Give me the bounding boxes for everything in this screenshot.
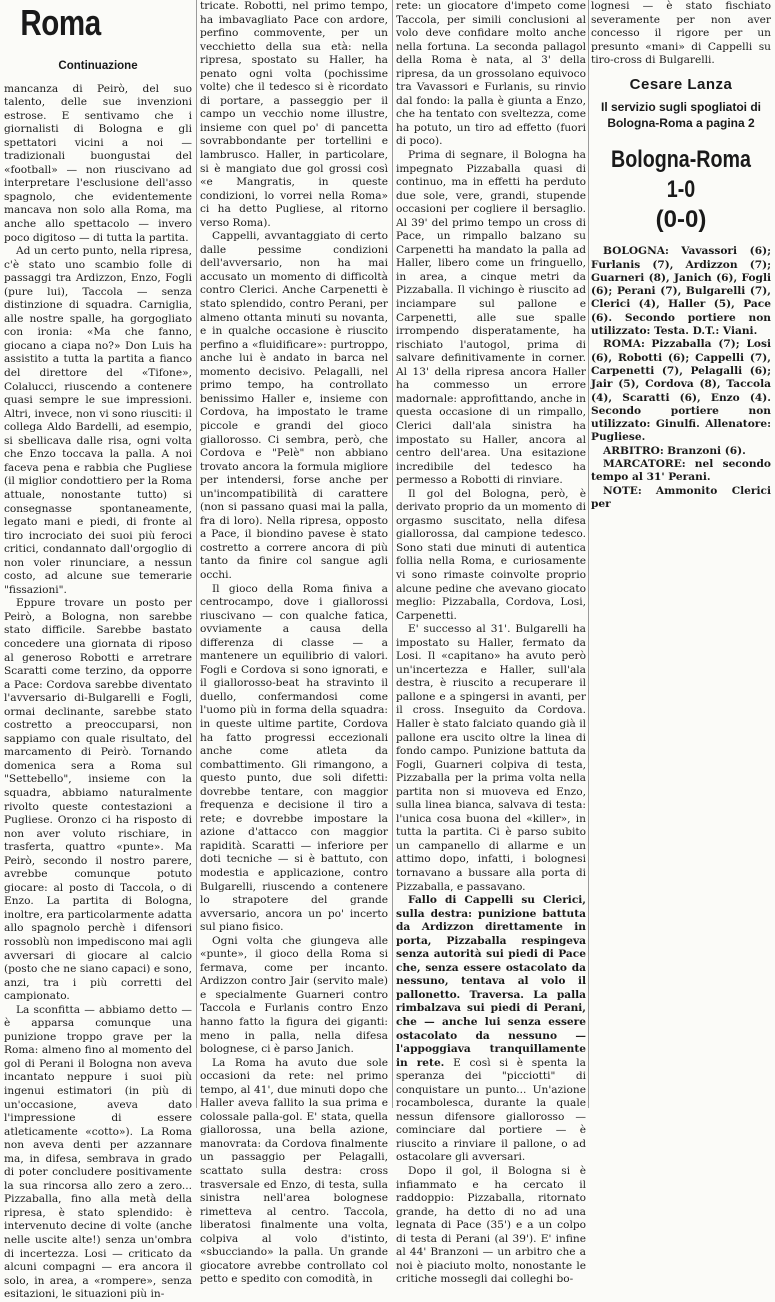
paragraph: Ad un certo punto, nella ripresa, c'è stato uno scambio folle di passaggi tra Ardizzon, Enzo, Fogli (pure lui), Taccola — senza distinzione di squadra. Carniglia, alle nostre spalle, ha gorgogliato con ironia: «Ma che fanno, giocano a ciapa no?» Don Luis ha assistito a tutta la partita a fianco del direttore del «Tifone», Colalucci, riuscendo a contenere quasi sempre le sue impressioni. Altri, invece, non vi sono riusciti: il collega Aldo Bardelli, ad esempio, si sbellicava dalle risa, ogni volta che Enzo toccava la palla. A noi faceva pena e rabbia che Pugliese (il miglior condottiero per la Roma attuale, nonostante tutto) si consegnasse spontaneamente, legato mani e piedi, di fronte al tiro incrociato dei suoi più feroci critici, condannato dall'orgoglio di non voler rinunciare, a nessun costo, ad alcune sue temerarie "fissazioni". xyxy=(4,245,192,596)
paragraph: mancanza di Peirò, del suo talento, delle sue invenzioni estrose. E sentivamo che i giornalisti di Bologna e gli spettatori vicini a noi — tradizionali buongustai del «football» — non riuscivano ad interpretare l'esclusione dell'asso spagnolo, che evidentemente mancava non solo alla Roma, ma anche allo spettacolo — invero poco digitoso — di tutta la partita. xyxy=(4,82,192,244)
paragraph: Ogni volta che giungeva alle «punte», il gioco della Roma si fermava, come per incanto. Ardizzon contro Jair (servito male) e specialmente Guarneri contro Taccola e Furlanis contro Enzo hanno fatto la figura dei giganti: meno in palla, nella difesa bolognese, ci è parso Janich. xyxy=(200,934,388,1056)
bold-passage: Fallo di Cappelli su Clerici, sulla destra: punizione battuta da Ardizzon direttamente in porta, Pizzaballa respingeva senza autorità sui piedi di Pace che, senza essere ostacolato da nessuno, tentava al volo il pallonetto. Traversa. La palla rimbalzava sui piedi di Perani, che — anche lui senza essere ostacolato da nessuno — l'appoggiava tranquillamente in rete. xyxy=(396,894,586,1069)
article-column-1 xyxy=(4,0,192,1301)
paragraph: lognesi — è stato fischiato severamente per non aver concesso il rigore per un presunto «mani» di Cappelli su tiro-cross di Bulgarelli. xyxy=(591,0,771,67)
lineup-text: nel secondo tempo al 31' Perani. xyxy=(591,458,771,484)
lineup-label: BOLOGNA: xyxy=(603,245,669,258)
paragraph-continuation: E così si è spenta la speranza dei "picciotti" di conquistare un punto... Un'azione rocambolesca, durante la quale nessun difensore giallorosso — cominciare dal portiere — è riuscito a rinviare il pallone, o ad ostacolare gli avversari. xyxy=(396,1056,587,1164)
column-rule xyxy=(588,0,589,1108)
paragraph: Dopo il gol, il Bologna si è infiammato e ha cercato il raddoppio: Pizzaballa, ritornato grande, ha detto di no ad una legnata di Pace (35') e a un colpo di testa di Perani (al 39'). E' infine al 44' Branzoni — un arbitro che a noi è piaciuto molto, nonostante le critiche mossegli dai colleghi bo- xyxy=(396,1165,586,1286)
notes-line xyxy=(591,485,771,512)
halftime-score: (0-0) xyxy=(655,206,707,234)
paragraph: Il gol del Bologna, però, è derivato proprio da un momento di orgasmo suscitato, nella difesa giallorossa, dal campione tedesco. Sono stati due minuti di autentica follia nella Roma, e curiosamente vi sono rimaste coinvolte proprio alcune pedine che avevano giocato meglio: Pizzaballa, Cordova, Losi, Carpenetti. xyxy=(396,487,586,622)
lineup-label: MARCATORE: xyxy=(603,458,686,471)
lineup-label: ROMA: xyxy=(603,338,645,351)
lineup-text: Branzoni (6). xyxy=(667,444,746,457)
lineup-text: Pizzaballa (7); Losi (6), Robotti (6); Cappelli (7), Carpenetti (7), Pelagalli (6); Jair (5), Cordova (8), Taccola (4), Scaratti (6), Enzo (4). Secondo portiere non utilizzato: Ginulfi. Allenatore: Pugliese. xyxy=(591,338,771,444)
lineup-label: NOTE: xyxy=(603,484,642,497)
author-signature: Cesare Lanza xyxy=(629,75,733,93)
lineup-text: Ammonito Clerici per xyxy=(591,484,772,510)
service-note: Il servizio sugli spogliatoi di Bologna-Roma a pagina 2 xyxy=(600,100,762,131)
paragraph-with-bold xyxy=(396,894,586,1165)
paragraph: Prima di segnare, il Bologna ha impegnato Pizzaballa quasi di continuo, ma in effetti ha perduto due sole, vere, grandi, stupende occasioni per cogliere il bersaglio. Al 39' del primo tempo un cross di Pace, un rimpallo balzano su Carpenetti ha mandato la palla ad Haller, libero come un fringuello, in area, a cinque metri da Pizzaballa. Il vichingo è riuscito ad inciampare sul pallone e Carpenetti, alle sue spalle irrompendo disperatamente, ha rischiato l'autogol, prima di salvare definitivamente in corner. Al 13' della ripresa ancora Haller ha commesso un errore madornale: approfittando, anche in questa occasione di un rimpallo, Clerici dall'ala sinistra ha impostato su Haller, ancora al centro dell'area. Una esitazione incredibile del tedesco ha permesso a Robotti di rinviare. xyxy=(396,149,586,487)
lineup-roma xyxy=(591,338,771,444)
column-rule xyxy=(196,0,197,1108)
paragraph: La sconfitta — abbiamo detto — è apparsa comunque una punizione troppo grave per la Roma: almeno fino al momento del gol di Perani il Bologna non aveva incantato neppure i suoi più ingenui estimatori (in più di un'occasione, aveva dato l'impressione di essere atleticamente «cotto»). La Roma non aveva denti per azzannare ma, in difesa, sembrava in grado di poter concludere positivamente la sua rincorsa allo zero a zero... Pizzaballa, fino alla metà della ripresa, è stato splendido: è intervenuto decine di volte (anche nelle uscite alte!) senza un'ombra di incertezza. Losi — criticato da alcuni compagni — era ancora il solo, in area, a «rompere», senza esitazioni, le situazioni più in- xyxy=(4,1003,192,1301)
lineup-text: Vavassori (6); Furlanis (7), Ardizzon (7); Guarneri (8), Janich (6), Fogli (6); Perani (7), Bulgarelli (7), Clerici (4), Haller (5), Pace (6). Secondo portiere non utilizzato: Testa. D.T.: Viani. xyxy=(591,245,771,338)
paragraph: Eppure trovare un posto per Peirò, a Bologna, non sarebbe stato difficile. Sarebbe bastato concedere una giornata di riposo al generoso Robotti e arretrare Scaratti come terzino, da opporre a Pace: Cordova sarebbe diventato l'avversario di-Bulgarelli e Fogli, ormai declinante, sarebbe stato costretto a preoccuparsi, non sappiamo con quale risultato, del marcamento di Peirò. Tornando domenica sera a Roma sul "Settebello", insieme con la squadra, abbiamo naturalmente rivolto queste contestazioni a Pugliese. Oronzo ci ha risposto di non aver voluto rischiare, in trasferta, quattro «punte». Ma Peirò, secondo il nostro parere, avrebbe comunque potuto giocare: al posto di Taccola, o di Enzo. La partita di Bologna, inoltre, era particolarmente adatta allo spagnolo perchè i difensori rossoblù non impediscono mai agli avversari di giocare al calcio (posto che ne siano capaci) e sono, anzi, tra i più corretti del campionato. xyxy=(4,597,192,1003)
paragraph: Il gioco della Roma finiva a centrocampo, dove i giallorossi riuscivano — con qualche fatica, ovviamente a causa della differenza di classe — a mantenere un equilibrio di valori. Fogli e Cordova si sono ignorati, e il giallorosso-beat ha stravinto il duello, confermandosi come l'uomo più in forma della squadra: in queste ultime partite, Cordova ha fatto progressi eccezionali anche come atleta da combattimento. Gli rimangono, a questo punto, due soli difetti: dovrebbe tentare, con maggior frequenza e decisione il tiro a rete; e dovrebbe impostare la azione d'attacco con maggior rapidità. Scaratti — inferiore per doti tecniche — si è battuto, con modestia e applicazione, contro Bulgarelli, riuscendo a contenere lo strapotere del grande avversario, ancora un po' incerto sul piano fisico. xyxy=(200,582,388,934)
paragraph: E' successo al 31'. Bulgarelli ha impostato su Haller, fermato da Losi. Il «capitano» ha avuto però un'incertezza e Haller, sull'ala destra, è riuscito a recuperare il pallone e a spingersi in avanti, per il cross. Inseguito da Cordova. Haller è stato falciato quando già il pallone era uscito oltre la linea di fondo campo. Punizione battuta da Fogli, Guarneri colpiva di testa, Pizzaballa per la prima volta nella partita non si muoveva ed Enzo, sulla linea bianca, salvava di testa: l'unica cosa buona del «killer», in tutta la partita. Ci è parso subito un campanello di allarme e un attimo dopo, infatti, i bolognesi tornavano a bussare alla porta di Pizzaballa, e passavano. xyxy=(396,623,586,893)
referee-line xyxy=(591,445,771,458)
lineup-bologna xyxy=(591,245,771,338)
continuation-label: Continuazione xyxy=(58,60,138,72)
paragraph: Cappelli, avvantaggiato di certo dalle pessime condizioni dell'avversario, non ha mai accusato un momento di difficoltà contro Clerici. Anche Carpenetti è stato splendido, contro Perani, per almeno ottanta minuti su novanta, e in qualche occasione è riuscito perfino a «fluidificare»: purtroppo, anche lui è andato in barca nel momento decisivo. Pelagalli, nel primo tempo, ha controllato benissimo Haller e, insieme con Cordova, ha impostato le trame piccole e grandi del gioco giallorosso. Ci sembra, però, che Cordova e "Pelè" non abbiano trovato ancora la formula migliore per intendersi, forse anche per un'incompatibilità di carattere (non si passano quasi mai la palla, fra di loro). Nella ripresa, opposto a Pace, il biondino pavese è stato costretto a correre ancora di più tanto da finire col sangue agli occhi. xyxy=(200,230,388,581)
lineup-label: ARBITRO: xyxy=(603,444,664,457)
column-rule xyxy=(392,0,393,1108)
section-title: Roma xyxy=(20,2,101,43)
scorer-line xyxy=(591,458,771,485)
article-column-2 xyxy=(200,0,388,1286)
paragraph: La Roma ha avuto due sole occasioni da rete: nel primo tempo, al 41', due minuti dopo che Haller aveva fallito la sua prima e colossale palla-gol. E' stata, quella giallorossa, una bella azione, manovrata: da Cordova finalmente un passaggio per Pelagalli, scattato sulla destra: cross trasversale ed Enzo, di testa, sulla sinistra nell'area bolognese rimetteva al centro. Taccola, liberatosi finalmente una volta, colpiva al volo d'istinto, «sbucciando» la palla. Un grande giocatore avrebbe controllato col petto e spedito con comodità, in xyxy=(200,1056,388,1286)
paragraph: rete: un giocatore d'impeto come Taccola, per simili conclusioni al volo deve confidare molto anche nella fortuna. La seconda pallagol della Roma è nata, al 3' della ripresa, da un grossolano equivoco tra Vavassori e Furlanis, su rinvio dal fondo: la palla è giunta a Enzo, che ha tentato con sveltezza, come ha potuto, un tiro ad effetto (fuori di poco). xyxy=(396,0,586,148)
paragraph: tricate. Robotti, nel primo tempo, ha imbavagliato Pace con ardore, perfino commovente, per un vecchietto della sua età: nella ripresa, spostato su Haller, ha penato ogni volta (pochissime volte) che il tedesco si è ricordato di portare, a passeggio per il campo un vecchio nome illustre, insieme con quel po' di pancetta sovrabbondante per tortellini e lambrusco. Haller, in particolare, si è mangiato due gol grossi così «e Mangratis, in queste condizioni, lo vorrei nella Roma» ci ha detto Pugliese, al ritorno verso Roma). xyxy=(200,0,388,229)
article-column-3 xyxy=(396,0,587,1286)
match-score-title: Bologna-Roma 1-0 xyxy=(611,146,751,204)
article-column-4 xyxy=(591,0,771,1108)
